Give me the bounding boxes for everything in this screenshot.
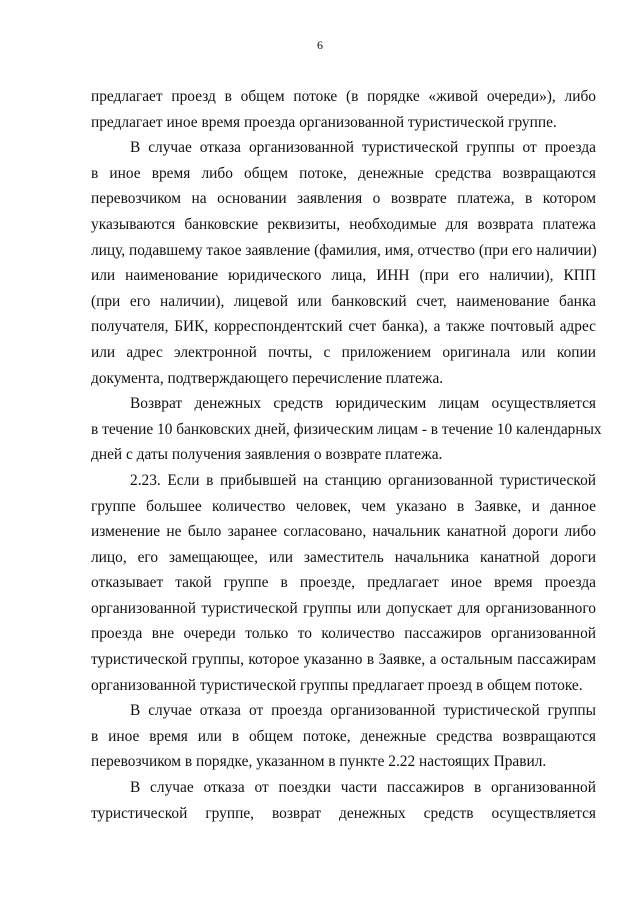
text-line: В случае отказа от проезда организованной туристической группы <box>130 702 596 720</box>
text-line: перевозчиком на основании заявления о возврате платежа, в котором <box>91 190 596 208</box>
paragraph <box>91 84 596 135</box>
text-line: или адрес электронной почты, с приложением оригинала или копии <box>91 343 596 361</box>
text-line: в иное время или в общем потоке, денежные средства возвращаются <box>91 727 596 745</box>
text-line: группе большее количество человек, чем указано в Заявке, и данное <box>91 497 596 515</box>
text-line: указываются банковские реквизиты, необходимые для возврата платежа <box>91 215 596 233</box>
text-line: в иное время либо общем потоке, денежные средства возвращаются <box>91 164 596 182</box>
text-line: изменение не было заранее согласовано, начальник канатной дороги либо <box>91 523 596 541</box>
text-line: отказывает такой группе в проезде, предлагает иное время проезда <box>91 574 596 592</box>
text-line: В случае отказа от поездки части пассажиров в организованной <box>130 779 596 797</box>
paragraph <box>91 391 602 468</box>
paragraph <box>91 468 596 698</box>
text-line: Возврат денежных средств юридическим лицам осуществляется <box>130 395 596 413</box>
text-line: предлагает иное время проезда организованной туристической группе. <box>91 113 557 131</box>
text-line: получателя, БИК, корреспондентский счет банка), а также почтовый адрес <box>91 318 596 336</box>
text-line: дней с даты получения заявления о возврате платежа. <box>91 446 443 464</box>
text-line: предлагает проезд в общем потоке (в порядке «живой очереди»), либо <box>91 88 596 105</box>
document-body <box>91 84 602 826</box>
text-line: или наименование юридического лица, ИНН (при его наличии), КПП <box>91 267 596 285</box>
paragraph <box>91 698 596 775</box>
text-line: документа, подтверждающего перечисление платежа. <box>91 369 444 387</box>
text-line: туристической группы, которое указанно в Заявке, а остальным пассажирам <box>91 651 596 669</box>
text-line: в течение 10 банковских дней, физическим лицам - в течение 10 календарных <box>91 420 602 438</box>
text-line: лицо, его замещающее, или заместитель начальника канатной дороги <box>91 548 596 566</box>
text-line: туристической группе, возврат денежных средств осуществляется <box>91 804 596 822</box>
text-line: организованной туристической группы или допускает для организованного <box>91 599 596 617</box>
text-line: 2.23. Если в прибывшей на станцию организованной туристической <box>130 471 596 489</box>
paragraph <box>91 135 596 391</box>
text-line: (при его наличии), лицевой или банковский счет, наименование банка <box>91 292 596 310</box>
text-line: перевозчиком в порядке, указанном в пункте 2.22 настоящих Правил. <box>91 753 547 771</box>
paragraph <box>91 775 596 826</box>
text-line: организованной туристической группы предлагает проезд в общем потоке. <box>91 676 583 694</box>
page-number: 6 <box>317 38 323 52</box>
text-line: проезда вне очереди только то количество пассажиров организованной <box>91 625 596 643</box>
text-line: В случае отказа организованной туристической группы от проезда <box>130 139 596 157</box>
text-line: лицу, подавшему такое заявление (фамилия, имя, отчество (при его наличии) <box>91 241 597 259</box>
